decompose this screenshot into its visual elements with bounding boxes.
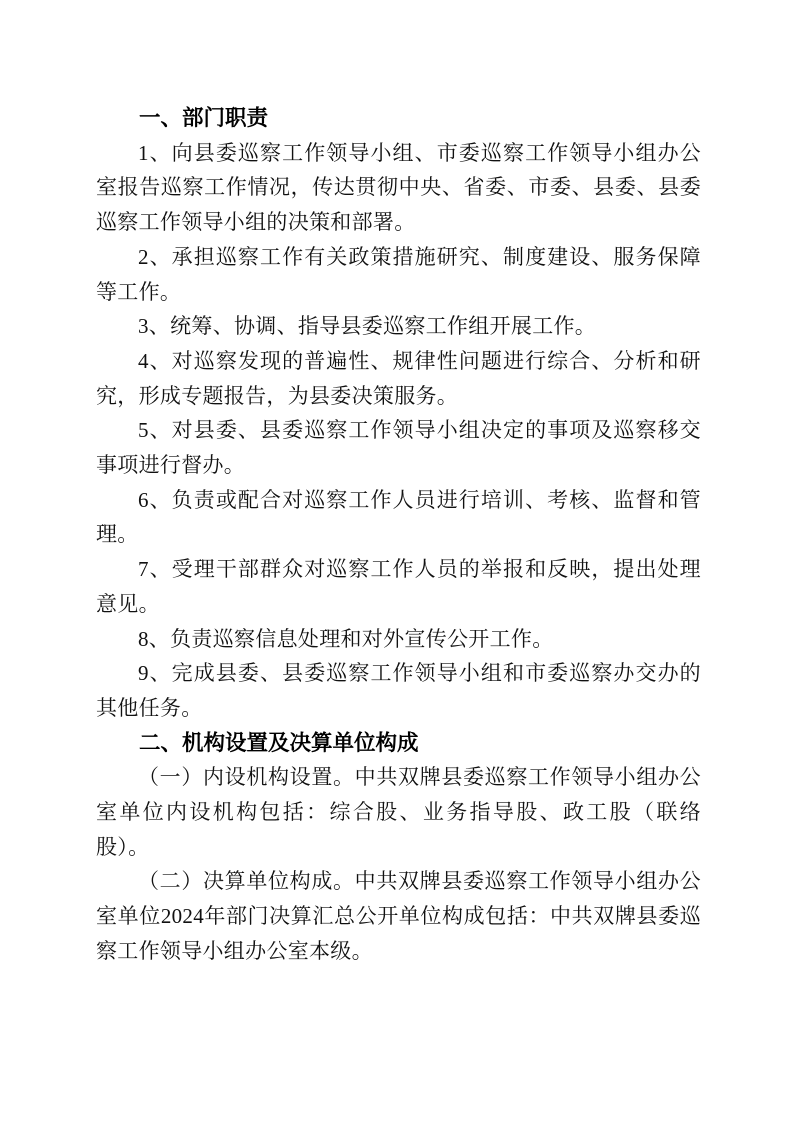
duty-paragraph-7: 7、受理干部群众对巡察工作人员的举报和反映，提出处理意见。 [96,557,701,616]
duty-paragraph-3: 3、统筹、协调、指导县委巡察工作组开展工作。 [138,314,597,339]
duty-paragraph-9: 9、完成县委、县委巡察工作领导小组和市委巡察办交办的其他任务。 [96,661,701,720]
structure-paragraph-1: （一）内设机构设置。中共双牌县委巡察工作领导小组办公室单位内设机构包括：综合股、业务指导股、政工股（联络股）。 [96,765,701,859]
section-heading-duties: 一、部门职责 [139,106,269,130]
duty-paragraph-8: 8、负责巡察信息处理和对外宣传公开工作。 [138,626,554,651]
duty-paragraph-1: 1、向县委巡察工作领导小组、市委巡察工作领导小组办公室报告巡察工作情况，传达贯彻中央、省委、市委、县委、县委巡察工作领导小组的决策和部署。 [96,140,701,235]
structure-paragraph-2: （二）决算单位构成。中共双牌县委巡察工作领导小组办公室单位2024年部门决算汇总公开单位构成包括：中共双牌县委巡察工作领导小组办公室本级。 [96,869,701,963]
document-content [96,101,701,969]
duty-paragraph-6: 6、负责或配合对巡察工作人员进行培训、考核、监督和管理。 [96,487,701,547]
duty-paragraph-2: 2、承担巡察工作有关政策措施研究、制度建设、服务保障等工作。 [96,244,701,304]
duty-paragraph-5: 5、对县委、县委巡察工作领导小组决定的事项及巡察移交事项进行督办。 [96,418,701,478]
duty-paragraph-4: 4、对巡察发现的普遍性、规律性问题进行综合、分析和研究，形成专题报告，为县委决策服务。 [96,348,701,408]
section-heading-structure: 二、机构设置及决算单位构成 [139,730,419,755]
